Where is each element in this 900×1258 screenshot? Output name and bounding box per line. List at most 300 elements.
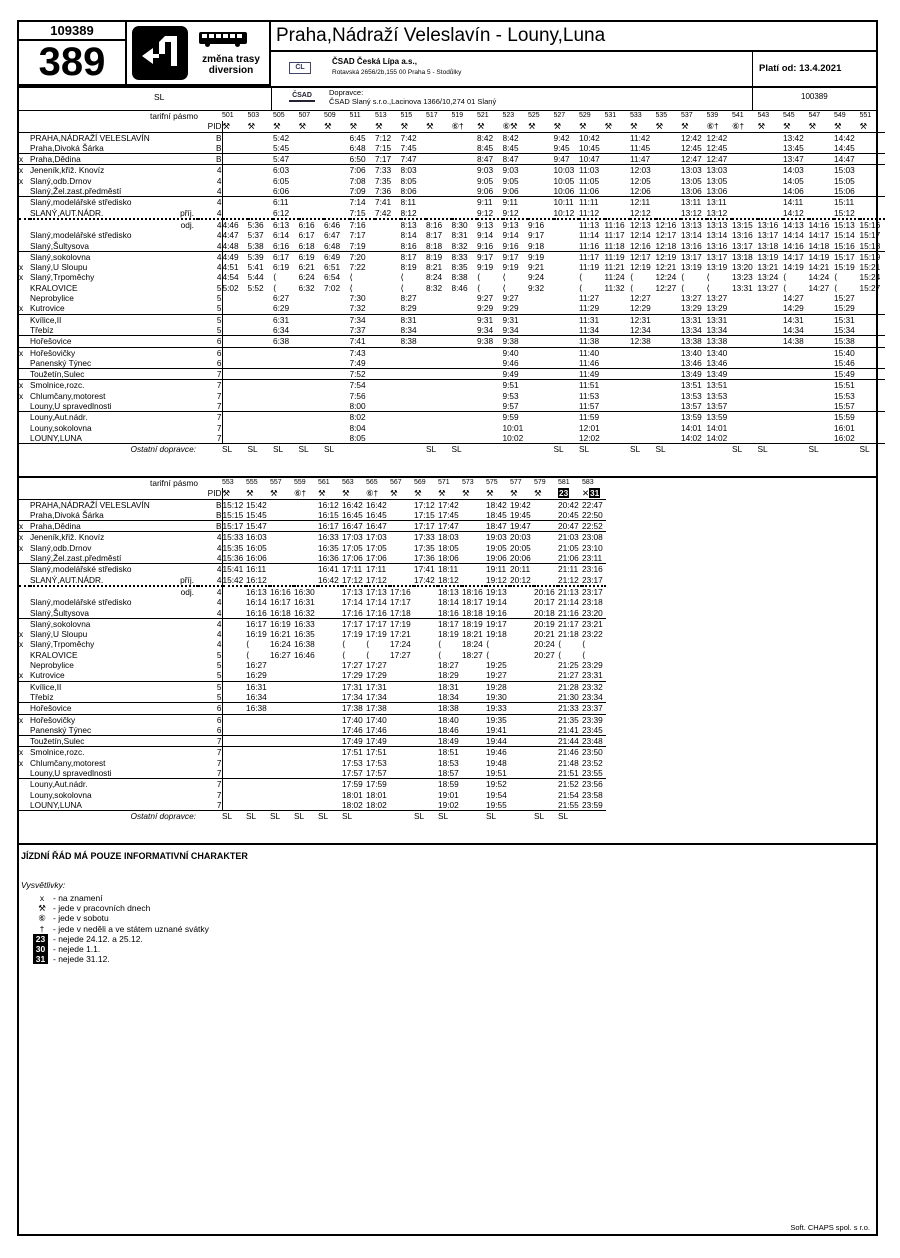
route-code: 100389 — [801, 92, 828, 101]
departure-time — [809, 412, 835, 423]
departure-time: 6:11 — [273, 197, 299, 208]
departure-time — [860, 165, 886, 176]
departure-time — [554, 251, 580, 262]
departure-time — [426, 197, 452, 208]
request-stop-mark: x — [19, 757, 24, 768]
request-stop-mark: x — [19, 390, 24, 401]
departure-time — [809, 347, 835, 358]
departure-time — [477, 369, 503, 380]
trip-number: 501 — [222, 112, 234, 119]
departure-time: 14:16 — [809, 219, 835, 230]
departure-time: ⟨ — [246, 649, 250, 660]
departure-time — [534, 660, 558, 670]
departure-time: 23:20 — [582, 607, 603, 618]
tariff-zone: 4 — [198, 165, 222, 176]
departure-time: 6:18 — [298, 240, 315, 251]
tariff-zone: 5 — [198, 293, 222, 303]
departure-time: 9:16 — [502, 240, 519, 251]
request-stop-mark — [19, 336, 30, 347]
departure-time — [324, 369, 350, 380]
departure-time — [758, 358, 784, 369]
departure-time — [318, 650, 342, 660]
departure-time: 17:16 — [390, 586, 414, 597]
trip-number: 579 — [534, 479, 546, 486]
stop-name: Kvílice,II — [30, 314, 198, 325]
departure-time: 17:17 — [414, 521, 438, 532]
table-row — [19, 543, 606, 553]
trip-number: 577 — [510, 479, 522, 486]
departure-time: 13:12 — [706, 207, 728, 218]
departure-time — [462, 670, 486, 681]
departure-label: odj. — [180, 586, 194, 597]
departure-time — [462, 660, 486, 670]
departure-time — [318, 736, 342, 747]
departure-time — [375, 230, 401, 240]
departure-time — [534, 510, 558, 521]
departure-time — [318, 800, 342, 811]
departure-time: 23:08 — [582, 532, 606, 543]
departure-time: 6:46 — [324, 219, 350, 230]
departure-time: 8:30 — [452, 219, 478, 230]
departure-time: 12:16 — [656, 219, 682, 230]
departure-time — [809, 176, 835, 186]
departure-time: 15:16 — [834, 240, 855, 251]
departure-time: 15:53 — [834, 390, 855, 401]
departure-time: 15:45 — [246, 509, 267, 520]
departure-time — [605, 380, 631, 391]
request-stop-mark — [19, 736, 30, 747]
carrier-code — [462, 811, 486, 822]
departure-time: 8:34 — [400, 324, 417, 335]
departure-time — [270, 736, 294, 747]
departure-time: 17:46 — [342, 724, 363, 735]
departure-time — [222, 725, 246, 736]
departure-time — [401, 433, 427, 444]
departure-time: ⟨ — [783, 282, 787, 293]
departure-time — [222, 132, 248, 143]
departure-time — [554, 230, 580, 240]
departure-time — [510, 650, 534, 660]
departure-time: 15:57 — [834, 401, 855, 412]
stop-name: Kutrovice — [30, 670, 65, 681]
departure-time: 9:13 — [477, 219, 503, 230]
departure-time — [401, 369, 427, 380]
departure-time: 17:33 — [414, 532, 438, 543]
table-row — [19, 412, 885, 423]
departure-time — [426, 293, 452, 303]
departure-time: 23:37 — [582, 703, 606, 714]
tariff-zone: 5 — [198, 660, 222, 670]
departure-time: 12:02 — [579, 432, 600, 443]
table-row — [19, 553, 606, 564]
departure-time: 13:49 — [681, 369, 707, 380]
departure-time — [510, 597, 534, 607]
departure-time: 13:27 — [706, 293, 728, 304]
departure-time: 16:33 — [318, 532, 342, 543]
departure-time — [318, 629, 342, 639]
departure-time — [294, 499, 318, 510]
departure-time: 9:11 — [503, 197, 529, 208]
departure-time: 15:31 — [834, 314, 860, 325]
departure-time — [452, 154, 478, 165]
departure-time — [248, 369, 274, 380]
departure-time: 17:03 — [342, 532, 366, 543]
departure-time — [318, 779, 342, 790]
departure-time: 11:11 — [579, 197, 605, 208]
departure-time: 23:21 — [582, 618, 606, 629]
departure-time: 20:21 — [534, 629, 555, 640]
departure-time: 13:03 — [681, 165, 707, 176]
departure-time — [809, 186, 835, 197]
departure-time — [248, 423, 274, 433]
departure-time: 15:18 — [859, 240, 881, 251]
departure-time — [246, 768, 270, 779]
departure-time — [630, 347, 656, 358]
departure-time: 8:16 — [426, 219, 452, 230]
request-stop-mark: x — [19, 639, 24, 650]
departure-time: 13:13 — [681, 219, 707, 230]
operating-day-code: ⚒ — [681, 121, 689, 132]
carrier-code: SL — [809, 444, 835, 455]
departure-time — [528, 208, 554, 219]
departure-time — [630, 433, 656, 444]
departure-time: 21:46 — [558, 747, 582, 758]
departure-time — [390, 779, 414, 790]
tariff-zone: 4 — [198, 543, 222, 553]
departure-time — [477, 380, 503, 391]
departure-time: 20:11 — [510, 564, 534, 575]
departure-time: 11:17 — [604, 230, 625, 241]
departure-time: 13:29 — [681, 303, 702, 314]
departure-time: 6:06 — [273, 186, 290, 197]
carrier-code: SL — [299, 444, 325, 455]
departure-time: ⟨ — [706, 282, 710, 293]
departure-time — [605, 391, 631, 401]
departure-time: 8:05 — [400, 175, 417, 186]
departure-time — [477, 358, 503, 369]
departure-time — [554, 401, 580, 412]
departure-time — [222, 165, 248, 176]
departure-time: ⟨ — [783, 272, 787, 283]
departure-time: 9:29 — [502, 303, 519, 314]
departure-time: 7:49 — [349, 357, 366, 368]
departure-time: 13:05 — [681, 175, 702, 186]
table-row — [19, 510, 606, 521]
departure-time — [414, 639, 438, 649]
departure-time: 21:33 — [558, 703, 582, 714]
departure-time — [222, 369, 248, 380]
departure-time: 21:35 — [558, 714, 582, 725]
departure-time — [656, 165, 682, 176]
departure-time — [554, 380, 580, 391]
departure-time: 11:29 — [579, 303, 600, 314]
stop-name: Louny,sokolovna — [30, 789, 92, 800]
request-stop-mark — [19, 553, 30, 564]
departure-time — [534, 553, 558, 564]
departure-time: 16:02 — [834, 432, 855, 443]
departure-time: 13:46 — [706, 357, 728, 368]
departure-time — [528, 347, 554, 358]
csad-slany-logo: ČSAD — [289, 90, 315, 102]
request-stop-mark — [19, 401, 30, 412]
departure-time — [375, 369, 401, 380]
departure-time — [222, 692, 246, 703]
departure-time: 18:18 — [462, 607, 483, 618]
departure-time — [783, 380, 809, 391]
departure-time: 16:42 — [366, 499, 390, 510]
departure-time — [222, 401, 248, 412]
request-stop-mark — [19, 433, 30, 444]
departure-time: ⟨ — [273, 272, 277, 283]
departure-time — [273, 401, 299, 412]
departure-time: 11:16 — [579, 240, 600, 251]
request-stop-mark: x — [19, 262, 24, 273]
departure-time — [809, 197, 835, 208]
carrier-code — [605, 444, 631, 455]
departure-time: 7:41 — [375, 197, 401, 208]
departure-time — [452, 197, 478, 208]
departure-time — [299, 197, 325, 208]
departure-time: 6:16 — [299, 219, 325, 230]
departure-time — [758, 186, 784, 197]
departure-time — [809, 314, 835, 325]
departure-time — [462, 800, 486, 811]
departure-time: 19:18 — [486, 629, 507, 640]
departure-time — [222, 629, 246, 639]
departure-time — [318, 703, 342, 714]
operating-day-code: ⚒ — [400, 121, 408, 132]
departure-time — [605, 401, 631, 412]
departure-time: 23:52 — [582, 757, 603, 768]
departure-time — [222, 703, 246, 714]
departure-time: 21:16 — [558, 607, 579, 618]
table-row — [19, 347, 885, 358]
spacer — [19, 488, 30, 499]
legend-symbol: ⚒ — [38, 903, 46, 914]
table-row — [19, 283, 885, 293]
departure-time — [860, 132, 886, 143]
departure-time — [324, 293, 350, 303]
departure-time: 15:17 — [859, 230, 881, 241]
table-row — [19, 618, 606, 629]
departure-time: 14:34 — [783, 324, 804, 335]
tariff-zone: 7 — [198, 758, 222, 768]
carrier-code: SL — [414, 811, 438, 822]
departure-time: 13:31 — [732, 282, 753, 293]
departure-time — [294, 736, 318, 747]
departure-time — [462, 714, 486, 725]
table-row — [19, 208, 885, 219]
departure-time: 17:13 — [366, 586, 390, 597]
departure-time — [375, 423, 401, 433]
departure-time — [324, 347, 350, 358]
departure-time — [222, 143, 248, 154]
departure-time — [630, 401, 656, 412]
departure-time — [401, 401, 427, 412]
departure-time — [783, 391, 809, 401]
departure-time: 16:12 — [318, 499, 342, 510]
trip-number: 583 — [582, 479, 594, 486]
departure-time — [656, 197, 682, 208]
departure-time: 9:46 — [502, 357, 519, 368]
departure-time: 7:42 — [375, 207, 392, 218]
departure-time: 21:17 — [558, 618, 582, 629]
departure-time: 13:29 — [706, 303, 728, 314]
departure-time — [510, 703, 534, 714]
departure-time: 18:19 — [462, 618, 486, 629]
request-stop-mark — [19, 597, 30, 607]
departure-time — [528, 303, 554, 314]
departure-time — [401, 423, 427, 433]
departure-time: 13:03 — [707, 165, 733, 176]
operating-day-code: ⚒ — [247, 121, 255, 132]
table-row — [19, 358, 885, 369]
departure-time: 9:34 — [477, 324, 494, 335]
departure-time: 17:21 — [390, 629, 411, 640]
tariff-zone: B — [198, 510, 222, 521]
departure-time: 9:57 — [502, 401, 519, 412]
timetable — [19, 111, 885, 455]
departure-time: 12:11 — [630, 197, 656, 208]
spacer — [19, 444, 30, 455]
departure-time: 9:12 — [477, 207, 494, 218]
departure-time — [534, 758, 558, 768]
departure-time: 9:18 — [528, 240, 545, 251]
departure-time: 5:44 — [247, 272, 264, 283]
departure-time: 20:17 — [534, 597, 555, 608]
stop-name: Slaný,sokolovna — [30, 251, 198, 262]
departure-time: 15:51 — [834, 380, 860, 391]
departure-time — [390, 499, 414, 510]
departure-time — [426, 433, 452, 444]
departure-time: 13:18 — [732, 251, 758, 262]
tariff-zone: 4 — [198, 629, 222, 639]
departure-time: 13:11 — [707, 197, 733, 208]
departure-time — [528, 186, 554, 197]
carrier-code — [401, 444, 427, 455]
trip-number: 517 — [426, 112, 438, 119]
operating-day-code: ⚒ — [655, 121, 663, 132]
request-stop-mark — [19, 230, 30, 240]
legend-item — [33, 924, 209, 934]
departure-time — [401, 347, 427, 358]
departure-time: 17:27 — [390, 649, 411, 660]
tariff-zone: 4 — [198, 586, 222, 597]
departure-time: 8:46 — [451, 282, 468, 293]
departure-time — [554, 369, 580, 380]
departure-time — [414, 629, 438, 639]
table-row — [19, 692, 606, 703]
departure-time — [222, 736, 246, 747]
departure-time: 23:22 — [582, 629, 603, 640]
table-row — [19, 219, 885, 230]
departure-time — [605, 347, 631, 358]
departure-time: 18:19 — [438, 629, 459, 640]
trip-number: 541 — [732, 112, 744, 119]
departure-time — [324, 165, 350, 176]
carrier-code — [510, 811, 534, 822]
departure-time — [324, 401, 350, 412]
departure-time — [809, 380, 835, 391]
departure-time: 21:11 — [558, 564, 582, 575]
spacer — [19, 111, 30, 121]
departure-time — [860, 336, 886, 347]
departure-time — [534, 543, 558, 553]
departure-time: 9:29 — [477, 303, 494, 314]
departure-time: 8:03 — [401, 165, 427, 176]
departure-time: 9:12 — [502, 207, 519, 218]
departure-time — [656, 401, 682, 412]
stop-name — [30, 219, 198, 230]
departure-time — [477, 347, 503, 358]
departure-time: 9:03 — [477, 165, 503, 176]
departure-time — [375, 219, 401, 230]
request-stop-mark: x — [19, 714, 30, 725]
stop-name: Slaný,odb.Drnov — [30, 175, 92, 186]
request-stop-mark — [19, 790, 30, 800]
departure-time: 22:47 — [582, 499, 606, 510]
departure-time — [510, 768, 534, 779]
departure-time: 13:51 — [707, 380, 733, 391]
departure-time — [656, 143, 682, 154]
departure-time — [452, 347, 478, 358]
departure-time: 10:06 — [553, 186, 575, 197]
departure-time: 6:17 — [298, 230, 315, 241]
departure-time — [414, 736, 438, 747]
departure-time — [510, 747, 534, 758]
departure-time: 19:48 — [486, 757, 507, 768]
departure-time: 8:31 — [451, 230, 468, 241]
departure-time — [605, 369, 631, 380]
departure-time: 20:05 — [510, 542, 531, 553]
operating-day-code: ⚒ — [222, 488, 230, 499]
departure-time: 21:14 — [558, 597, 579, 608]
departure-time — [554, 433, 580, 444]
departure-time — [375, 262, 401, 272]
departure-time: 11:24 — [604, 272, 625, 283]
departure-time — [528, 325, 554, 336]
departure-time: 11:34 — [579, 324, 600, 335]
request-stop-mark — [19, 208, 30, 219]
pid-header: PID — [198, 488, 222, 499]
departure-time — [758, 401, 784, 412]
departure-time: 18:31 — [438, 681, 462, 692]
table-row — [19, 380, 885, 391]
departure-time — [299, 303, 325, 314]
departure-time — [732, 325, 758, 336]
departure-time: 23:32 — [582, 681, 606, 692]
departure-time: 10:45 — [579, 142, 600, 153]
departure-time — [324, 423, 350, 433]
departure-time: ⟨ — [366, 639, 370, 650]
departure-time: 8:05 — [349, 432, 366, 443]
departure-time — [630, 369, 656, 380]
departure-time: 20:47 — [558, 521, 582, 532]
departure-time — [222, 154, 248, 165]
tariff-zone: 6 — [198, 336, 222, 347]
departure-time — [860, 143, 886, 154]
departure-time — [414, 660, 438, 670]
departure-time: 21:12 — [558, 574, 579, 585]
stop-name: Panenský Týnec — [30, 724, 92, 735]
departure-time — [222, 208, 248, 219]
table-row — [19, 714, 606, 725]
departure-time — [426, 401, 452, 412]
departure-time — [809, 369, 835, 380]
request-stop-mark — [19, 703, 30, 714]
departure-time: 9:38 — [503, 336, 529, 347]
departure-time: 13:49 — [707, 369, 733, 380]
